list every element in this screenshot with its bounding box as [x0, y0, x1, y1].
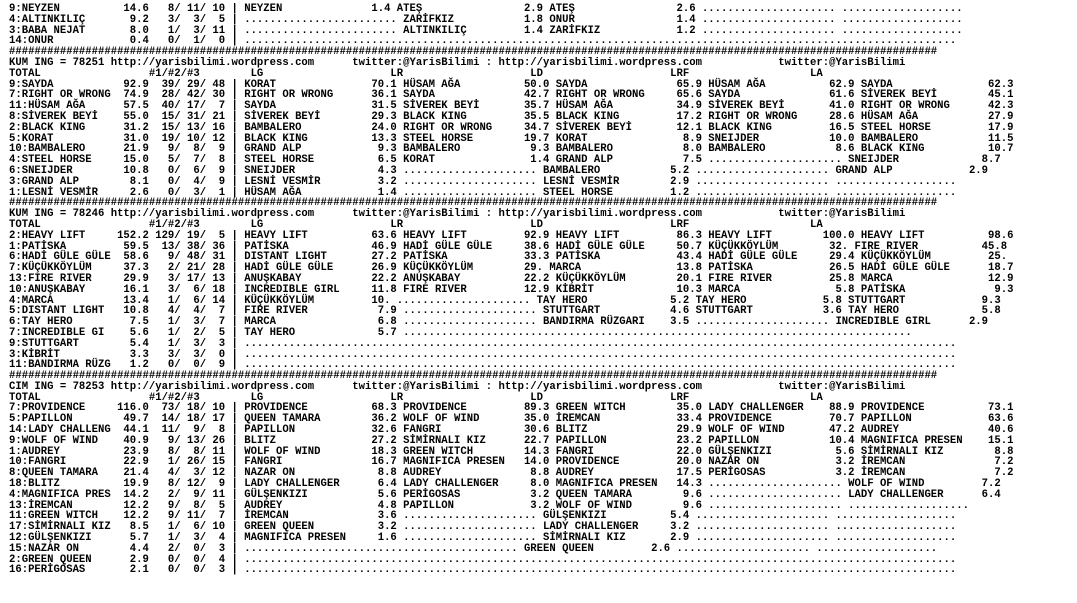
text-line: 4:MARCA 13.4 1/ 6/ 14 | KÜÇÜKKÖYLÜM 10. ..................... TAY HERO 5.2 TAY HERO 5.8 STUTTGART 9.3 — [9, 294, 1001, 307]
text-line: 5:DISTANT LIGHT 10.8 4/ 4/ 7 | FIRE RIVER 7.9 ..................... STUTTGART 4.6 STUTTGART 3.6 TAY HERO 5.8 — [9, 305, 1001, 318]
text-line: 7:KÜÇÜKKÖYLÜM 37.3 2/ 21/ 28 | HADİ GÜLE GÜLE 26.9 KÜÇÜKKÖYLÜM 29. MARCA 13.8 PATİSKA 26.5 HADİ GÜLE GÜLE 18.7 — [9, 262, 1014, 275]
text-line: 10:ANUŞKABAY 16.1 3/ 6/ 18 | INCREDIBLE GIRL 11.8 FIRE RIVER 12.9 KİBRİT 10.3 MARCA 5.8 PATİSKA 9.3 — [9, 283, 1014, 296]
text-line: 13:FIRE RIVER 29.9 3/ 17/ 13 | ANUŞKABAY 22.2 ANUŞKABAY 22.2 KÜÇÜKKÖYLÜM 20.1 FIRE RIVER 25.8 MARCA 12.9 — [9, 272, 1014, 285]
race-header-line: KUM ING = 78246 http://yarisbilimi.wordpress.com twitter:@YarisBilimi : http://yarisbilimi.wordpress.com twitter:@YarisBilimi — [9, 208, 906, 221]
text-line: 12:GÜLŞENKIZI 5.7 1/ 3/ 4 | MAGNIFICA PRESEN 1.6 ..................... SİMİRNALI KIZ 2.9 ..................... ................... — [9, 532, 957, 545]
text-line: 7:RIGHT OR WRONG 74.9 28/ 42/ 30 | RIGHT OR WRONG 36.1 SAYDA 42.7 RIGHT OR WRONG 65.6 SAYDA 61.6 SİVEREK BEYİ 45.1 — [9, 89, 1014, 102]
text-line: 6:SNEIJDER 10.8 0/ 6/ 9 | SNEIJDER 4.3 ..................... BAMBALERO 5.2 ..................... GRAND ALP 2.9 — [9, 164, 989, 177]
text-line: 9:SAYDA 92.9 39/ 29/ 48 | KORAT 70.1 HÜSAM AĞA 50.0 SAYDA 65.9 HÜSAM AĞA 62.9 SAYDA 62.3 — [9, 78, 1014, 91]
text-line: 5:PAPILLON 49.7 14/ 18/ 17 | QUEEN TAMARA 36.2 WOLF OF WIND 35.0 İREMCAN 33.4 PROVIDENCE 70.7 PAPILLON 63.6 — [9, 413, 1014, 426]
text-line: 11:HÜSAM AĞA 57.5 40/ 17/ 7 | SAYDA 31.5 SİVEREK BEYİ 35.7 HÜSAM AĞA 34.9 SİVEREK BEYİ 41.0 RIGHT OR WRONG 42.3 — [9, 100, 1014, 113]
text-line: 9:NEYZEN 14.6 8/ 11/ 10 | NEYZEN 1.4 ATEŞ 2.9 ATEŞ 2.6 ..................... ................... — [9, 3, 963, 15]
text-line: 8:SİVEREK BEYİ 55.0 15/ 31/ 21 | SİVEREK BEYİ 29.3 BLACK KING 35.5 BLACK KING 17.2 RIGHT OR WRONG 28.6 HÜSAM AĞA 27.9 — [9, 110, 1014, 123]
race-header-line: KUM ING = 78251 http://yarisbilimi.wordpress.com twitter:@YarisBilimi : http://yarisbilimi.wordpress.com twitter:@YarisBilimi — [9, 56, 906, 69]
column-header-line: TOTAL #1/#2/#3 LG LR LD LRF LA — [9, 391, 823, 404]
race-header-line: CIM ING = 78253 http://yarisbilimi.wordpress.com twitter:@YarisBilimi : http://yarisbilimi.wordpress.com twitter:@YarisBilimi — [9, 380, 906, 393]
text-line: 6:TAY HERO 7.5 1/ 3/ 7 | MARCA 6.8 ..................... BANDIRMA RÜZGARI 3.5 ..................... INCREDIBLE GIRL 2.9 — [9, 316, 989, 329]
text-line: 3:KİBRİT 3.3 3/ 3/ 0 | ................................................................................................................ — [9, 348, 957, 361]
text-line: 4:ALTINKILIÇ 9.2 3/ 3/ 5 | ........................ ZARİFKIZ 1.8 ONUR 1.4 ..................... ................... — [9, 13, 963, 26]
text-line: 4:MAGNIFICA PRES 14.2 2/ 9/ 11 | GÜLŞENKIZI 5.6 PERİGOSAS 3.2 QUEEN TAMARA 9.6 ..................... LADY CHALLENGER 6.4 — [9, 488, 1001, 501]
text-line: 18:BLITZ 19.9 8/ 12/ 9 | LADY CHALLENGER 6.4 LADY CHALLENGER 8.0 MAGNIFICA PRESEN 14.3 ..................... WOLF OF WIND 7.2 — [9, 478, 1001, 491]
separator-line: ################################################################################################################################################## — [9, 370, 938, 383]
text-line: 16:PERİGOSAS 2.1 0/ 0/ 3 | ................................................................................................................ — [9, 564, 957, 577]
column-header-line: TOTAL #1/#2/#3 LG LR LD LRF LA — [9, 67, 823, 80]
text-line: 1:LESNİ VESMİR 2.6 0/ 3/ 1 | HÜSAM AĞA 1.4 ..................... STEEL HORSE 1.2 ..................... ................... — [9, 186, 957, 199]
text-line: 2:GREEN QUEEN 2.9 0/ 0/ 4 | ................................................................................................................ — [9, 553, 957, 566]
text-line: 9:WOLF OF WIND 40.9 9/ 13/ 26 | BLITZ 27.2 SİMİRNALI KIZ 22.7 PAPILLON 23.2 PAPILLON 10.4 MAGNIFICA PRESEN 15.1 — [9, 434, 1014, 447]
text-line: 1:AUDREY 23.9 8/ 8/ 11 | WOLF OF WIND 18.3 GREEN WITCH 14.3 FANGRI 22.0 GÜLŞENKIZI 5.6 SİMİRNALI KIZ 8.8 — [9, 445, 1014, 458]
text-line: 1:PATİSKA 59.5 13/ 38/ 36 | PATİSKA 46.9 HADİ GÜLE GÜLE 38.6 HADİ GÜLE GÜLE 50.7 KÜÇÜKKÖYLÜM 32. FIRE RIVER 45.8 — [9, 240, 1008, 253]
text-line: 7:PROVIDENCE 116.0 73/ 18/ 10 | PROVIDENCE 68.3 PROVIDENCE 89.3 GREEN WITCH 35.0 LADY CHALLENGER 88.9 PROVIDENCE 73.1 — [9, 402, 1014, 415]
text-line: 6:HADİ GÜLE GÜLE 58.6 9/ 48/ 31 | DISTANT LIGHT 27.2 PATİSKA 33.3 PATİSKA 43.4 HADİ GÜLE GÜLE 29.4 KÜÇÜKKÖYLÜM 25. — [9, 251, 1008, 264]
text-line: 8:QUEEN TAMARA 21.4 4/ 3/ 12 | NAZAR ON 8.8 AUDREY 8.8 AUDREY 17.5 PERİGOSAS 3.2 İREMCAN 7.2 — [9, 467, 1014, 480]
text-line: 11:GREEN WITCH 12.2 9/ 11/ 7 | İREMCAN 3.6 ..................... GÜLŞENKIZI 5.4 ..................... ................... — [9, 510, 957, 523]
text-line: 3:BABA NEJAT 8.0 1/ 3/ 11 | ........................ ALTINKILIÇ 1.4 ZARİFKIZ 1.2 ..................... ................... — [9, 24, 963, 37]
text-line: 10:BAMBALERO 21.9 9/ 8/ 9 | GRAND ALP 9.3 BAMBALERO 9.3 BAMBALERO 8.0 BAMBALERO 8.6 BLACK KING 10.7 — [9, 143, 1014, 156]
text-line: 11:BANDIRMA RÜZG 1.2 0/ 0/ 9 | ................................................................................................................ — [9, 359, 957, 372]
column-header-line: TOTAL #1/#2/#3 LG LR LD LRF LA — [9, 218, 823, 231]
text-line: 5:KORAT 31.0 19/ 10/ 12 | BLACK KING 13.3 STEEL HORSE 19.7 KORAT 8.9 SNEIJDER 10.0 BAMBALERO 11.5 — [9, 132, 1014, 145]
text-line: 4:STEEL HORSE 15.0 5/ 7/ 8 | STEEL HORSE 6.5 KORAT 1.4 GRAND ALP 7.5 ..................... SNEIJDER 8.7 — [9, 154, 1001, 167]
text-line: 3:GRAND ALP 8.1 0/ 4/ 9 | LESNİ VESMİR 3.2 ..................... LESNİ VESMİR 2.9 ..................... ................... — [9, 175, 957, 188]
text-line: 9:STUTTGART 5.4 1/ 3/ 3 | ................................................................................................................ — [9, 337, 957, 350]
separator-line: ################################################################################################################################################## — [9, 197, 938, 210]
text-line: 2:BLACK KING 31.2 15/ 13/ 16 | BAMBALERO 24.0 RIGHT OR WRONG 34.7 SİVEREK BEYİ 12.1 BLACK KING 16.5 STEEL HORSE 17.9 — [9, 121, 1014, 134]
text-line: 14:ONUR 0.4 0/ 1/ 0 | ................................................................................................................ — [9, 35, 957, 48]
text-line: 13:İREMCAN 12.2 9/ 8/ 5 | AUDREY 4.8 PAPILLON 3.2 WOLF OF WIND 9.6 ..................... ................... — [9, 499, 969, 512]
text-line: 14:LADY CHALLENG 44.1 11/ 9/ 8 | PAPILLON 32.6 FANGRI 30.6 BLITZ 29.9 WOLF OF WIND 47.2 AUDREY 40.6 — [9, 424, 1014, 437]
text-line: 7:INCREDIBLE GI 5.6 1/ 2/ 5 | TAY HERO 5.7 ................................................................................ — [9, 326, 912, 339]
text-line: 10:FANGRI 22.9 1/ 26/ 15 | FANGRI 16.7 MAGNIFICA PRESEN 14.0 PROVIDENCE 20.0 NAZAR ON 3.2 İREMCAN 7.2 — [9, 456, 1014, 469]
text-line: 2:HEAVY LIFT 152.2 129/ 19/ 5 | HEAVY LIFT 63.6 HEAVY LIFT 92.9 HEAVY LIFT 86.3 HEAVY LIFT 100.0 HEAVY LIFT 98.6 — [9, 229, 1014, 242]
text-line: 15:NAZAR ON 4.4 2/ 0/ 3 | ........................................... GREEN QUEEN 2.6 ..................... ................... — [9, 542, 938, 555]
separator-line: ################################################################################################################################################## — [9, 46, 938, 59]
text-line: 17:SİMİRNALI KIZ 8.5 1/ 6/ 10 | GREEN QUEEN 3.2 ..................... LADY CHALLENGER 3.2 ..................... ................... — [9, 521, 957, 534]
